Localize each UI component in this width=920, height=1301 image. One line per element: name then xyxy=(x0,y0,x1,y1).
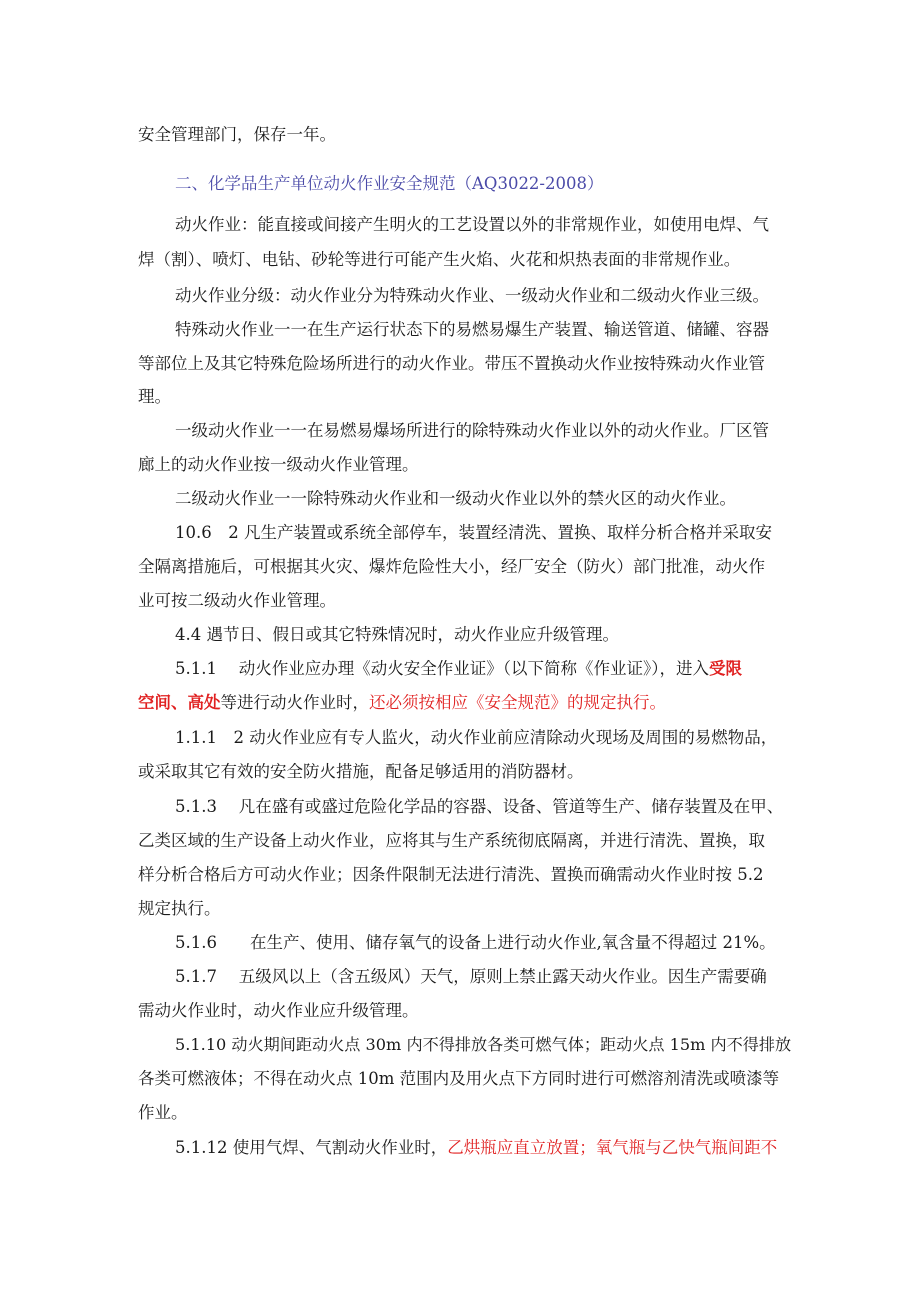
section-heading: 二、化学品生产单位动火作业安全规范（AQ3022-2008） xyxy=(175,174,604,193)
text-line: 4.4 遇节日、假日或其它特殊情况时，动火作业应升级管理。 xyxy=(175,625,619,644)
text-line: 5.1.10 动火期间距动火点 30m 内不得排放各类可燃气体；距动火点 15m 内不得排放 xyxy=(175,1035,792,1054)
text-line: 5.1.7 五级风以上（含五级风）天气，原则上禁止露天动火作业。因生产需要确 xyxy=(175,967,767,986)
highlight-text: 空间、高处 xyxy=(138,693,221,712)
text-line: 作业。 xyxy=(138,1103,188,1122)
text-line: 各类可燃液体；不得在动火点 10m 范围内及用火点下方同时进行可燃溶剂清洗或喷漆等 xyxy=(138,1069,780,1088)
text-line: 安全管理部门，保存一年。 xyxy=(138,125,336,144)
text-line: 特殊动火作业一一在生产运行状态下的易燃易爆生产装置、输送管道、储罐、容器 xyxy=(175,320,769,339)
text-line: 规定执行。 xyxy=(138,899,221,918)
text-line: 5.1.6 在生产、使用、储存氧气的设备上进行动火作业,氧含量不得超过 21%。 xyxy=(175,933,776,952)
text-segment: 等进行动火作业时， xyxy=(220,693,369,712)
text-line: 二级动火作业一一除特殊动火作业和一级动火作业以外的禁火区的动火作业。 xyxy=(175,489,736,508)
highlight-text: 乙烘瓶应直立放置；氧气瓶与乙快气瓶间距不 xyxy=(447,1138,778,1157)
highlight-text: 受限 xyxy=(708,659,742,678)
text-line xyxy=(175,658,742,680)
text-line xyxy=(138,692,666,714)
text-line: 需动火作业时，动火作业应升级管理。 xyxy=(138,1001,419,1020)
text-line: 理。 xyxy=(138,387,171,406)
text-line: 或采取其它有效的安全防火措施，配备足够适用的消防器材。 xyxy=(138,762,584,781)
text-line: 动火作业分级：动火作业分为特殊动火作业、一级动火作业和二级动火作业三级。 xyxy=(175,286,769,305)
text-line: 10.6 2 凡生产装置或系统全部停车，装置经清洗、置换、取样分析合格并采取安 xyxy=(175,523,772,542)
text-segment: 5.1.1 动火作业应办理《动火安全作业证》（以下简称《作业证》），进入 xyxy=(175,659,709,678)
text-line: 廊上的动火作业按一级动火作业管理。 xyxy=(138,455,419,474)
text-line: 等部位上及其它特殊危险场所进行的动火作业。带压不置换动火作业按特殊动火作业管 xyxy=(138,354,765,373)
text-line: 焊（割）、喷灯、电钻、砂轮等进行可能产生火焰、火花和炽热表面的非常规作业。 xyxy=(138,250,741,269)
text-segment: 5.1.12 使用气焊、气割动火作业时， xyxy=(175,1138,448,1157)
text-line xyxy=(175,1137,777,1159)
text-line: 样分析合格后方可动火作业；因条件限制无法进行清洗、置换而确需动火作业时按 5.2 xyxy=(138,865,764,884)
text-line: 动火作业：能直接或间接产生明火的工艺设置以外的非常规作业，如使用电焊、气 xyxy=(175,215,769,234)
highlight-text: 还必须按相应《安全规范》的规定执行。 xyxy=(369,693,666,712)
text-line: 一级动火作业一一在易燃易爆场所进行的除特殊动火作业以外的动火作业。厂区管 xyxy=(175,421,769,440)
text-line: 全隔离措施后，可根据其火灾、爆炸危险性大小，经厂安全（防火）部门批准，动火作 xyxy=(138,557,765,576)
text-line: 业可按二级动火作业管理。 xyxy=(138,591,336,610)
text-line: 1.1.1 2 动火作业应有专人监火，动火作业前应清除动火现场及周围的易燃物品， xyxy=(175,728,778,747)
text-line: 乙类区域的生产设备上动火作业，应将其与生产系统彻底隔离，并进行清洗、置换，取 xyxy=(138,831,765,850)
text-line: 5.1.3 凡在盛有或盛过危险化学品的容器、设备、管道等生产、储存装置及在甲、 xyxy=(175,797,784,816)
